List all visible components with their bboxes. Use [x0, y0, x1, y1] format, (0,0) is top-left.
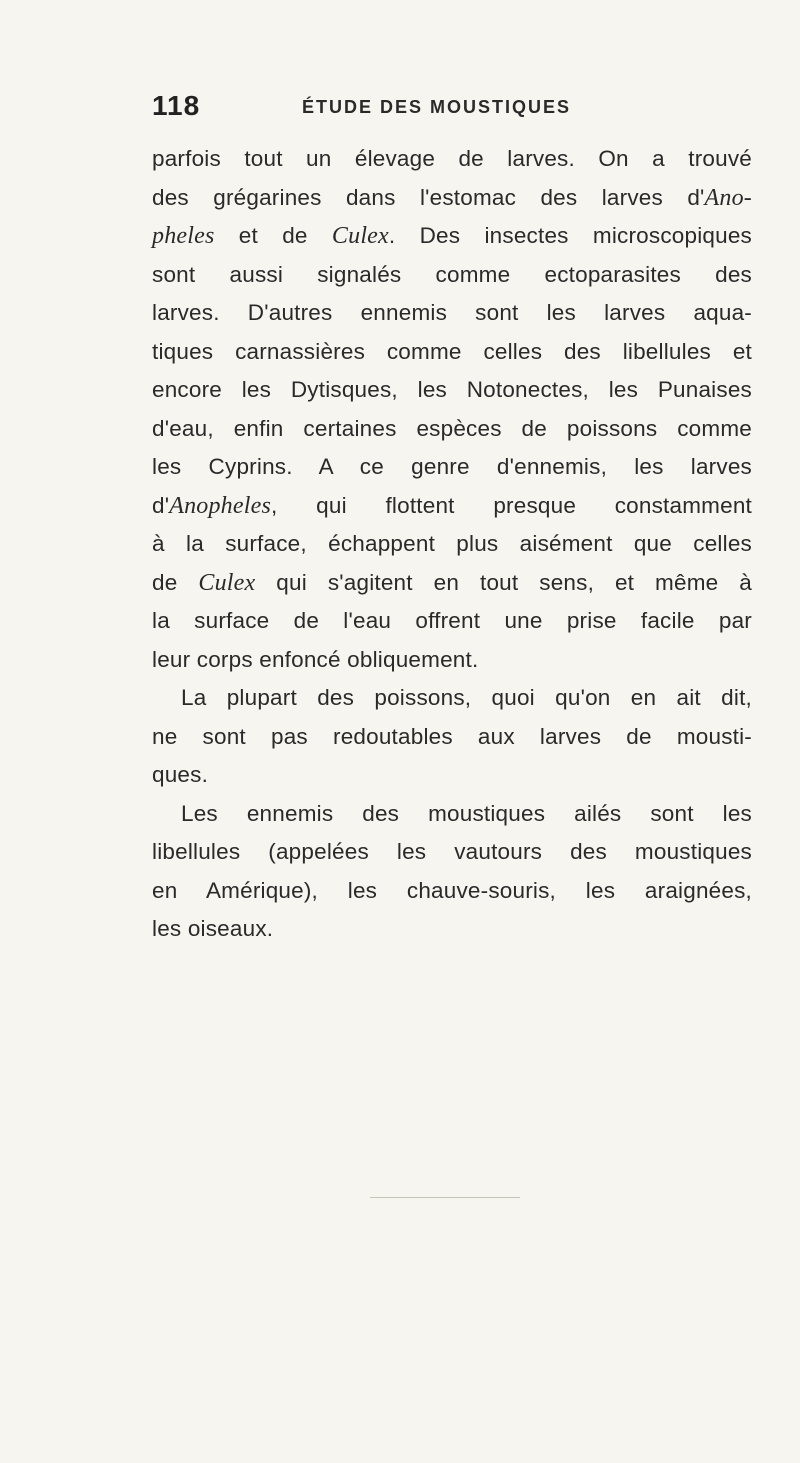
- text-run: . Des insectes microscopiques: [388, 223, 752, 248]
- text-run: les Cyprins. A ce genre d'ennemis, les larves: [152, 454, 752, 479]
- italic-term: pheles: [152, 223, 215, 249]
- text-line: [152, 833, 752, 872]
- italic-term: Anopheles: [169, 492, 271, 519]
- running-title: ÉTUDE DES MOUSTIQUES: [302, 97, 572, 117]
- text-line: [152, 910, 752, 949]
- page-number: 118: [152, 90, 201, 121]
- body-text: [152, 140, 752, 949]
- text-line: [152, 294, 752, 333]
- italic-term: Culex: [198, 569, 256, 596]
- text-run: la surface de l'eau offrent une prise facile par: [152, 608, 752, 633]
- text-line: [152, 602, 752, 641]
- text-run: encore les Dytisques, les Notonectes, les Punaises: [152, 377, 752, 402]
- text-line: [152, 872, 752, 911]
- italic-term: Ano-: [704, 184, 752, 211]
- text-line: [152, 217, 752, 256]
- text-line: [152, 718, 752, 757]
- text-run: sont aussi signalés comme ectoparasites des: [152, 261, 752, 287]
- text-run: d'eau, enfin certaines espèces de poissons comme: [152, 415, 752, 441]
- text-run: de: [152, 569, 199, 595]
- text-line: [152, 256, 752, 295]
- text-line: [152, 564, 752, 603]
- text-run: , qui flottent presque constamment: [271, 492, 752, 518]
- text-run: leur corps enfoncé obliquement.: [152, 646, 479, 672]
- text-run: tiques carnassières comme celles des libellules et: [152, 338, 752, 364]
- text-run: ne sont pas redoutables aux larves de mousti-: [152, 723, 752, 749]
- text-run: à la surface, échappent plus aisément que celles: [152, 531, 752, 556]
- text-run: les oiseaux.: [152, 916, 274, 941]
- text-run: qui s'agitent en tout sens, et même à: [255, 569, 752, 595]
- italic-term: Culex: [331, 223, 389, 249]
- text-run: La plupart des poissons, quoi qu'on en ait dit,: [181, 685, 752, 710]
- text-line: [152, 179, 752, 218]
- text-line: [152, 333, 752, 372]
- text-line: [152, 525, 752, 564]
- text-line: [152, 487, 752, 526]
- text-line: [152, 756, 752, 795]
- text-line: [152, 448, 752, 487]
- text-run: ques.: [152, 762, 209, 787]
- page-header: [152, 90, 752, 130]
- text-run: parfois tout un élevage de larves. On a trouvé: [152, 146, 752, 171]
- text-line: [152, 679, 752, 718]
- text-line: [152, 795, 752, 834]
- text-run: libellules (appelées les vautours des moustiques: [152, 839, 752, 864]
- text-run: en Amérique), les chauve-souris, les araignées,: [152, 877, 752, 903]
- text-line: [152, 371, 752, 410]
- text-run: larves. D'autres ennemis sont les larves aqua-: [152, 300, 752, 325]
- text-run: et de: [214, 223, 332, 248]
- text-line: [152, 410, 752, 449]
- text-line: [152, 140, 752, 179]
- text-run: d': [152, 492, 170, 518]
- text-run: des grégarines dans l'estomac des larves d': [152, 184, 705, 210]
- closing-rule: [370, 1197, 520, 1198]
- text-line: [152, 641, 752, 680]
- text-run: Les ennemis des moustiques ailés sont les: [181, 800, 752, 826]
